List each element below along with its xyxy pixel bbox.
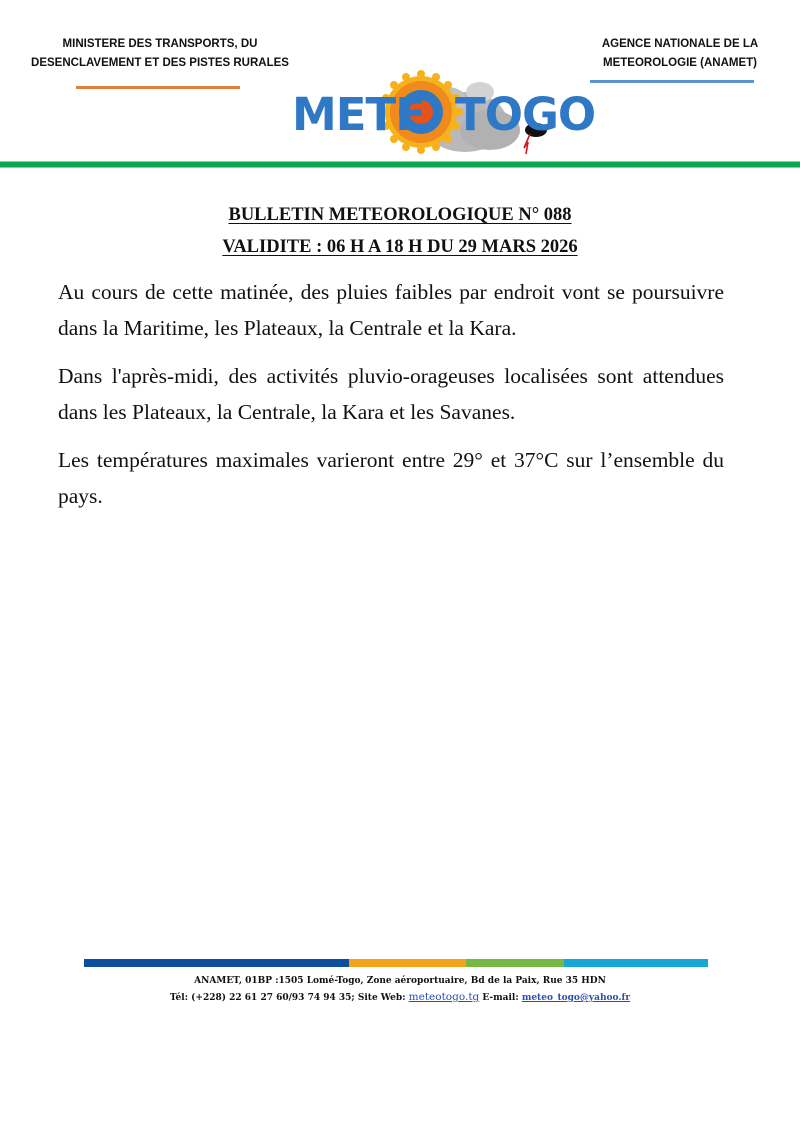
logo-text-togo: TOGO	[455, 88, 596, 141]
ministry-line-2: DESENCLAVEMENT ET DES PISTES RURALES	[31, 57, 289, 69]
footer-contact	[0, 973, 800, 1006]
footer-color-bar	[84, 959, 708, 967]
agency-line-2: METEOROLOGIE (ANAMET)	[603, 57, 757, 69]
agency-line-1: AGENCE NATIONALE DE LA	[601, 38, 759, 50]
agency-header	[565, 35, 795, 73]
forecast-body	[58, 274, 724, 526]
blue-divider	[590, 80, 754, 83]
footer-bar-orange	[349, 959, 466, 967]
email-link[interactable]: meteo_togo@yahoo.fr	[521, 993, 631, 1003]
footer-bar-cyan	[564, 959, 708, 967]
footer-tel: Tél: (+228) 22 61 27 60/93 74 94 35; Site Web:	[169, 993, 409, 1003]
ministry-header	[10, 35, 310, 73]
forecast-temperatures: Les températures maximales varieront entre 29° et 37°C sur l’ensemble du pays.	[58, 448, 724, 508]
bulletin-validity: VALIDITE : 06 H A 18 H DU 29 MARS 2026	[222, 237, 578, 257]
ministry-line-1: MINISTERE DES TRANSPORTS, DU	[62, 38, 258, 50]
footer-bar-blue	[84, 959, 349, 967]
green-divider	[0, 162, 800, 167]
website-link[interactable]: meteotogo.tg	[408, 991, 480, 1003]
bulletin-title: BULLETIN METEOROLOGIQUE N° 088	[228, 205, 572, 225]
meteotogo-logo	[290, 70, 600, 155]
logo-text-mete: METE	[292, 88, 425, 141]
footer-contact-line	[0, 989, 800, 1006]
orange-divider	[76, 86, 240, 89]
footer-address: ANAMET, 01BP :1505 Lomé-Togo, Zone aéroportuaire, Bd de la Paix, Rue 35 HDN	[194, 976, 606, 986]
bulletin-title-block	[0, 199, 800, 263]
forecast-morning: Au cours de cette matinée, des pluies faibles par endroit vont se poursuivre dans la Maritime, les Plateaux, la Centrale et la Kara.	[58, 280, 724, 340]
footer-bar-green	[466, 959, 564, 967]
forecast-afternoon: Dans l'après-midi, des activités pluvio-orageuses localisées sont attendues dans les Plateaux, la Centrale, la Kara et les Savanes.	[58, 364, 724, 424]
footer-email-label: E-mail:	[479, 993, 522, 1003]
